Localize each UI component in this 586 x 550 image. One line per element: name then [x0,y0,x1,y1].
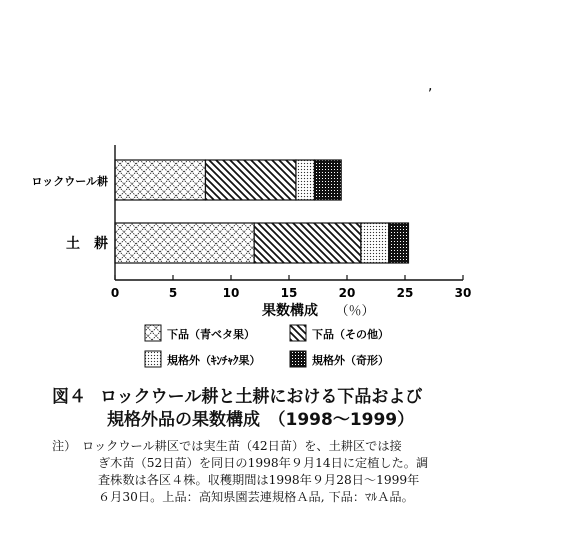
category-label: ロックウール耕 [31,175,108,188]
stray-mark: , [428,78,433,94]
legend-label-1: 下品（その他） [312,328,389,341]
legend-label-2: 規格外（ｷﾝﾁｬｸ果） [167,354,261,367]
note-prefix: 注） [52,439,77,453]
category-label: 土 耕 [66,236,108,252]
bar-segment-1-2 [361,223,389,263]
x-axis-label: 果数構成 [262,303,318,319]
legend-swatch-1 [290,325,306,341]
figure-title-line-1 [52,382,422,407]
bar-segment-1-1 [254,223,361,263]
figure-title-text: ロックウール耕と土耕における下品および [100,387,423,407]
note-line-3: 査株数は各区４株。収穫期間は1998年９月28日～1999年 [98,473,420,487]
x-tick-label: 15 [280,286,298,300]
legend-swatch-0 [145,325,161,341]
x-tick-label: 25 [396,286,414,300]
bar-segment-1-0 [115,223,254,263]
x-tick-label: 10 [222,286,240,300]
x-tick-label: 20 [338,286,356,300]
category-labels [31,174,108,252]
x-tick-label: 0 [110,286,120,300]
legend-label-0: 下品（青ベタ果） [167,328,255,341]
note-line-1: ロックウール耕区では実生苗（42日苗）を、土耕区では接 [82,439,402,453]
bars-layer [115,160,408,263]
figure-title-line-2: 規格外品の果数構成 （1998～1999） [107,410,415,430]
bar-segment-0-1 [205,160,295,200]
bar-segment-0-2 [296,160,315,200]
legend-label-3: 規格外（奇形） [312,354,389,367]
bar-segment-1-3 [389,223,409,263]
bar-segment-0-0 [115,160,205,200]
note-line-2: ぎ木苗（52日苗）を同日の1998年９月14日に定植した。調 [98,456,429,470]
x-axis-unit: （％） [335,304,375,319]
note-line-4: ６月30日。上品：高知県園芸連規格Ａ品, 下品：ﾏﾙＡ品。 [98,490,414,504]
legend-swatch-3 [290,351,306,367]
x-tick-label: 5 [168,286,178,300]
bar-segment-0-3 [315,160,342,200]
figure-number: 図４ [52,387,86,407]
legend-swatch-2 [145,351,161,367]
x-tick-label: 30 [454,286,472,300]
legend [145,325,389,367]
